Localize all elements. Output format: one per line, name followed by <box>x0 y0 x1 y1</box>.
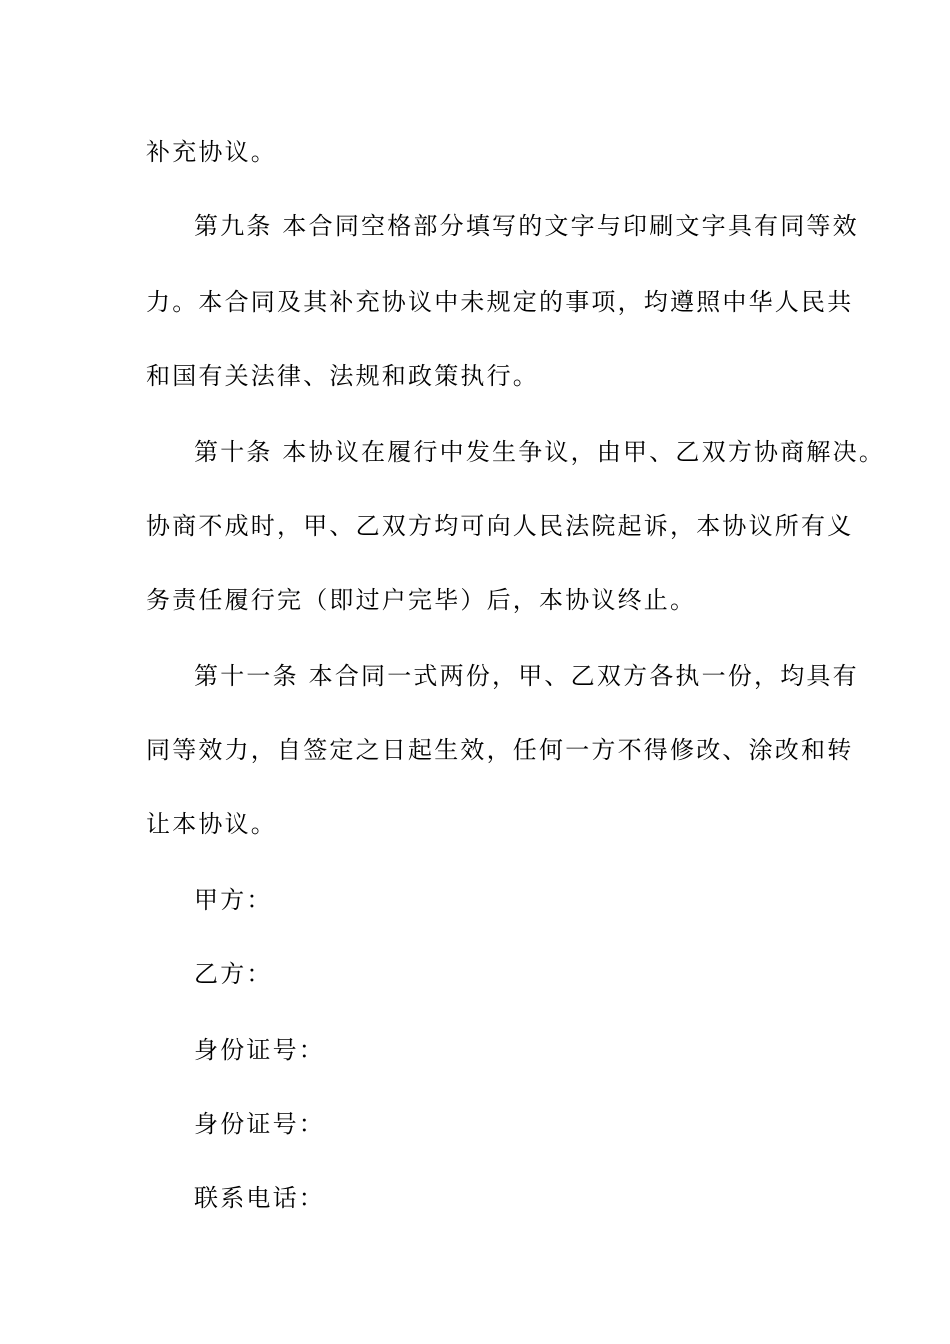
article-11-line-1: 第十一条 本合同一式两份，甲、乙双方各执一份，均具有 <box>194 662 859 690</box>
phone-label: 联系电话： <box>194 1184 325 1212</box>
text-line: 补充协议。 <box>146 138 277 166</box>
id-number-label: 身份证号： <box>194 1110 325 1138</box>
article-11-line-2: 同等效力，自签定之日起生效，任何一方不得修改、涂改和转 <box>146 736 854 764</box>
article-11-line-3: 让本协议。 <box>146 810 277 838</box>
article-10-line-2: 协商不成时，甲、乙双方均可向人民法院起诉，本协议所有义 <box>146 512 854 540</box>
id-number-label: 身份证号： <box>194 1036 325 1064</box>
party-a-label: 甲方： <box>194 886 273 914</box>
party-b-label: 乙方： <box>194 960 273 988</box>
article-9-line-1: 第九条 本合同空格部分填写的文字与印刷文字具有同等效 <box>194 212 859 240</box>
article-9-line-2: 力。本合同及其补充协议中未规定的事项，均遵照中华人民共 <box>146 288 854 316</box>
article-10-line-1: 第十条 本协议在履行中发生争议，由甲、乙双方协商解决。 <box>194 438 886 466</box>
article-9-line-3: 和国有关法律、法规和政策执行。 <box>146 362 539 390</box>
article-10-line-3: 务责任履行完（即过户完毕）后，本协议终止。 <box>146 586 697 614</box>
